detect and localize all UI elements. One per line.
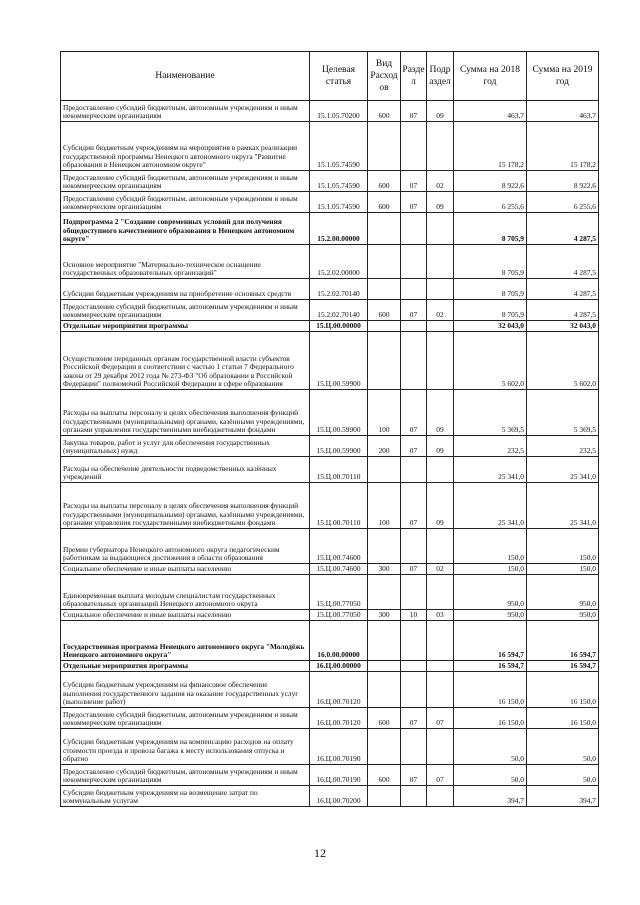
table-row [61,457,599,483]
row-section [401,279,427,300]
row-article: 15.1.05.74590 [310,171,368,192]
row-sum-2018: 25 341,0 [454,483,527,529]
row-sum-2018: 8 705,9 [454,279,527,300]
row-sum-2019: 16 150,0 [527,672,599,708]
row-section [401,575,427,610]
row-sum-2019: 5 369,5 [527,390,599,436]
row-name: Расходы на обеспечение деятельности подведомственных казённых учреждений [61,457,310,483]
row-article: 15.2.02.70140 [310,279,368,300]
row-kind: 300 [368,564,401,575]
table-row [61,708,599,729]
row-article: 15.2.02.00000 [310,245,368,279]
row-sum-2018: 150,0 [454,529,527,564]
row-article: 15.Ц.00.59900 [310,390,368,436]
row-sum-2019: 150,0 [527,529,599,564]
row-section: 07 [401,765,427,786]
row-subsection [427,332,454,390]
row-section: 10 [401,610,427,621]
row-article: 16.Ц.00.00000 [310,661,368,672]
row-section [401,621,427,661]
row-article: 16.Ц.00.70200 [310,786,368,807]
row-subsection: 02 [427,564,454,575]
row-name: Отдельные мероприятия программы [61,661,310,672]
row-name: Предоставление субсидий бюджетным, автономным учреждениям и иным некоммерческим организациям [61,765,310,786]
row-sum-2018: 5 602,0 [454,332,527,390]
table-row [61,786,599,807]
row-name: Предоставление субсидий бюджетным, автономным учреждениям и иным некоммерческим организациям [61,300,310,321]
row-sum-2018: 463,7 [454,101,527,122]
row-name: Закупка товаров, работ и услуг для обеспечения государственных (муниципальных) нужд [61,436,310,457]
header-section: Разде л [401,52,427,101]
row-name: Социальное обеспечение и иные выплаты населению [61,564,310,575]
row-kind [368,729,401,765]
header-sum-2018: Сумма на 2018 год [454,52,527,101]
row-kind [368,575,401,610]
row-sum-2019: 50,0 [527,729,599,765]
row-subsection [427,122,454,171]
table-row [61,765,599,786]
row-section: 07 [401,300,427,321]
row-article: 15.1.05.74590 [310,122,368,171]
table-row [61,390,599,436]
row-sum-2018: 25 341,0 [454,457,527,483]
row-kind: 600 [368,101,401,122]
row-article: 16.0.00.00000 [310,621,368,661]
header-article: Целевая статья [310,52,368,101]
row-name: Расходы на выплаты персоналу в целях обеспечения выполнения функций государственными (муниципальными) органами, казёнными учреждениями, органами управления государственными внебюджетными фондами [61,483,310,529]
row-subsection: 09 [427,390,454,436]
row-name: Единовременная выплата молодым специалистам государственных образовательных организаций Ненецкого автономного округа [61,575,310,610]
row-article: 15.Ц.00.77050 [310,610,368,621]
row-name: Осуществление переданных органам государственной власти субъектов Российской Федерации в соответствии с частью 1 статьи 7 Федерального закона от 29 декабря 2012 года № 273-ФЗ "Об образовании в Российской Федерации" полномочий Российской Федерации в сфере образования [61,332,310,390]
table-row [61,192,599,213]
row-sum-2019: 4 287,5 [527,245,599,279]
row-sum-2018: 394,7 [454,786,527,807]
row-article: 15.Ц.00.70110 [310,483,368,529]
row-section: 07 [401,708,427,729]
row-kind [368,332,401,390]
row-subsection: 07 [427,765,454,786]
row-sum-2019: 394,7 [527,786,599,807]
row-kind [368,621,401,661]
row-section [401,786,427,807]
row-sum-2018: 16 594,7 [454,621,527,661]
row-subsection [427,213,454,245]
header-sum-2019: Сумма на 2019 год [527,52,599,101]
row-article: 15.Ц.00.59900 [310,332,368,390]
row-kind: 600 [368,192,401,213]
row-section: 07 [401,390,427,436]
row-sum-2018: 50,0 [454,729,527,765]
row-kind: 600 [368,708,401,729]
table-row [61,529,599,564]
table-row [61,321,599,332]
row-kind [368,786,401,807]
row-sum-2018: 8 922,6 [454,171,527,192]
table-row [61,122,599,171]
row-sum-2019: 32 043,0 [527,321,599,332]
row-section: 07 [401,192,427,213]
row-subsection [427,245,454,279]
table-row [61,483,599,529]
row-section [401,457,427,483]
row-sum-2019: 8 922,6 [527,171,599,192]
row-name: Субсидии бюджетным учреждениям на возмещение затрат по коммунальным услугам [61,786,310,807]
row-section [401,729,427,765]
row-name: Субсидии бюджетным учреждениям на приобретение основных средств [61,279,310,300]
row-section [401,672,427,708]
table-row [61,564,599,575]
row-kind: 100 [368,390,401,436]
table-row [61,575,599,610]
table-row [61,332,599,390]
row-kind [368,245,401,279]
row-sum-2019: 150,0 [527,564,599,575]
row-sum-2018: 950,0 [454,610,527,621]
row-sum-2018: 8 705,9 [454,300,527,321]
row-article: 16.Ц.00.70120 [310,672,368,708]
row-sum-2018: 8 705,9 [454,213,527,245]
row-section [401,213,427,245]
row-section: 07 [401,564,427,575]
row-article: 15.Ц.00.74600 [310,564,368,575]
row-subsection: 07 [427,708,454,729]
row-name: Предоставление субсидий бюджетным, автономным учреждениям и иным некоммерческим организациям [61,171,310,192]
row-section [401,661,427,672]
row-kind: 100 [368,483,401,529]
row-article: 16.Ц.00.70120 [310,708,368,729]
table-row [61,279,599,300]
row-name: Социальное обеспечение и иные выплаты населению [61,610,310,621]
row-sum-2019: 4 287,5 [527,300,599,321]
row-kind: 600 [368,765,401,786]
row-section: 07 [401,171,427,192]
row-sum-2019: 950,0 [527,575,599,610]
budget-table [60,51,599,807]
row-sum-2019: 232,5 [527,436,599,457]
row-article: 15.1.05.74590 [310,192,368,213]
row-sum-2019: 16 594,7 [527,621,599,661]
row-kind: 600 [368,300,401,321]
table-row [61,610,599,621]
table-row [61,672,599,708]
table-row [61,245,599,279]
row-kind [368,672,401,708]
row-sum-2019: 50,0 [527,765,599,786]
row-article: 15.Ц.00.70110 [310,457,368,483]
row-article: 16.Ц.00.70190 [310,729,368,765]
table-row [61,171,599,192]
row-section: 07 [401,436,427,457]
header-subsection: Подр аздел [427,52,454,101]
row-subsection [427,529,454,564]
table-row [61,300,599,321]
table-row [61,661,599,672]
row-sum-2018: 16 150,0 [454,672,527,708]
row-name: Расходы на выплаты персоналу в целях обеспечения выполнения функций государственными (муниципальными) органами, казёнными учреждениями, органами управления государственными внебюджетными фондами [61,390,310,436]
row-sum-2018: 150,0 [454,564,527,575]
row-kind [368,213,401,245]
row-subsection: 02 [427,300,454,321]
table-row [61,101,599,122]
row-kind: 300 [368,610,401,621]
row-kind [368,457,401,483]
row-sum-2019: 25 341,0 [527,457,599,483]
row-subsection: 02 [427,171,454,192]
row-sum-2018: 232,5 [454,436,527,457]
row-sum-2018: 16 594,7 [454,661,527,672]
row-name: Субсидии бюджетным учреждениям на компенсацию расходов на оплату стоимости проезда и провоза багажа к месту использования отпуска и обратно [61,729,310,765]
row-sum-2018: 16 150,0 [454,708,527,729]
row-article: 15.2.00.00000 [310,213,368,245]
row-section [401,245,427,279]
row-sum-2019: 4 287,5 [527,279,599,300]
row-section [401,321,427,332]
row-name: Предоставление субсидий бюджетным, автономным учреждениям и иным некоммерческим организациям [61,708,310,729]
header-name: Наименование [61,52,310,101]
row-subsection [427,457,454,483]
row-sum-2018: 50,0 [454,765,527,786]
row-section [401,332,427,390]
row-kind [368,122,401,171]
row-article: 15.Ц.00.77050 [310,575,368,610]
row-kind [368,321,401,332]
row-sum-2019: 463,7 [527,101,599,122]
row-sum-2018: 15 178,2 [454,122,527,171]
row-subsection: 09 [427,436,454,457]
table-row [61,729,599,765]
row-sum-2019: 6 255,6 [527,192,599,213]
row-subsection: 09 [427,192,454,213]
row-subsection [427,786,454,807]
row-sum-2019: 16 150,0 [527,708,599,729]
row-kind [368,529,401,564]
row-subsection: 09 [427,483,454,529]
row-sum-2018: 8 705,9 [454,245,527,279]
row-sum-2019: 5 602,0 [527,332,599,390]
row-kind: 600 [368,171,401,192]
row-name: Государственная программа Ненецкого автономного округа "Молодёжь Ненецкого автономного округа" [61,621,310,661]
row-subsection: 03 [427,610,454,621]
row-subsection [427,279,454,300]
row-kind [368,279,401,300]
row-article: 15.Ц.00.59900 [310,436,368,457]
row-sum-2018: 32 043,0 [454,321,527,332]
row-subsection [427,321,454,332]
row-section: 07 [401,101,427,122]
table-row [61,213,599,245]
page-number: 12 [314,846,326,860]
row-article: 15.2.02.70140 [310,300,368,321]
row-section [401,529,427,564]
row-sum-2019: 4 287,5 [527,213,599,245]
row-kind: 200 [368,436,401,457]
row-name: Премии губернатора Ненецкого автономного округа педагогическим работникам за выдающиеся достижения в области образования [61,529,310,564]
table-row [61,436,599,457]
row-name: Отдельные мероприятия программы [61,321,310,332]
table-body [61,101,599,807]
row-name: Предоставление субсидий бюджетным, автономным учреждениям и иным некоммерческим организациям [61,192,310,213]
row-name: Субсидии бюджетным учреждениям на финансовое обеспечение выполнения государственного задания на оказание государственных услуг (выполнение работ) [61,672,310,708]
row-section: 07 [401,483,427,529]
row-subsection: 09 [427,101,454,122]
header-kind: Вид Расход ов [368,52,401,101]
row-name: Основное мероприятие "Материально-техническое оснащение государственных образовательных организаций" [61,245,310,279]
row-sum-2018: 950,0 [454,575,527,610]
row-name: Предоставление субсидий бюджетным, автономным учреждениям и иным некоммерческим организациям [61,101,310,122]
row-name: Подпрограмма 2 "Создание современных условий для получения общедоступного качественного образования в Ненецком автономном округе" [61,213,310,245]
row-sum-2018: 6 255,6 [454,192,527,213]
row-name: Субсидии бюджетным учреждениям на мероприятия в рамках реализации государственной программы Ненецкого автономного округа "Развитие образования в Ненецком автономном округе" [61,122,310,171]
row-subsection [427,672,454,708]
row-kind [368,661,401,672]
row-subsection [427,621,454,661]
table-row [61,621,599,661]
table-header-row [61,52,599,101]
row-sum-2019: 16 594,7 [527,661,599,672]
row-subsection [427,575,454,610]
row-subsection [427,661,454,672]
row-sum-2019: 15 178,2 [527,122,599,171]
row-article: 15.Ц.00.00000 [310,321,368,332]
row-sum-2019: 950,0 [527,610,599,621]
row-sum-2019: 25 341,0 [527,483,599,529]
row-subsection [427,729,454,765]
row-article: 15.Ц.00.74600 [310,529,368,564]
row-article: 15.1.05.70200 [310,101,368,122]
row-article: 16.Ц.00.70190 [310,765,368,786]
row-sum-2018: 5 369,5 [454,390,527,436]
row-section [401,122,427,171]
